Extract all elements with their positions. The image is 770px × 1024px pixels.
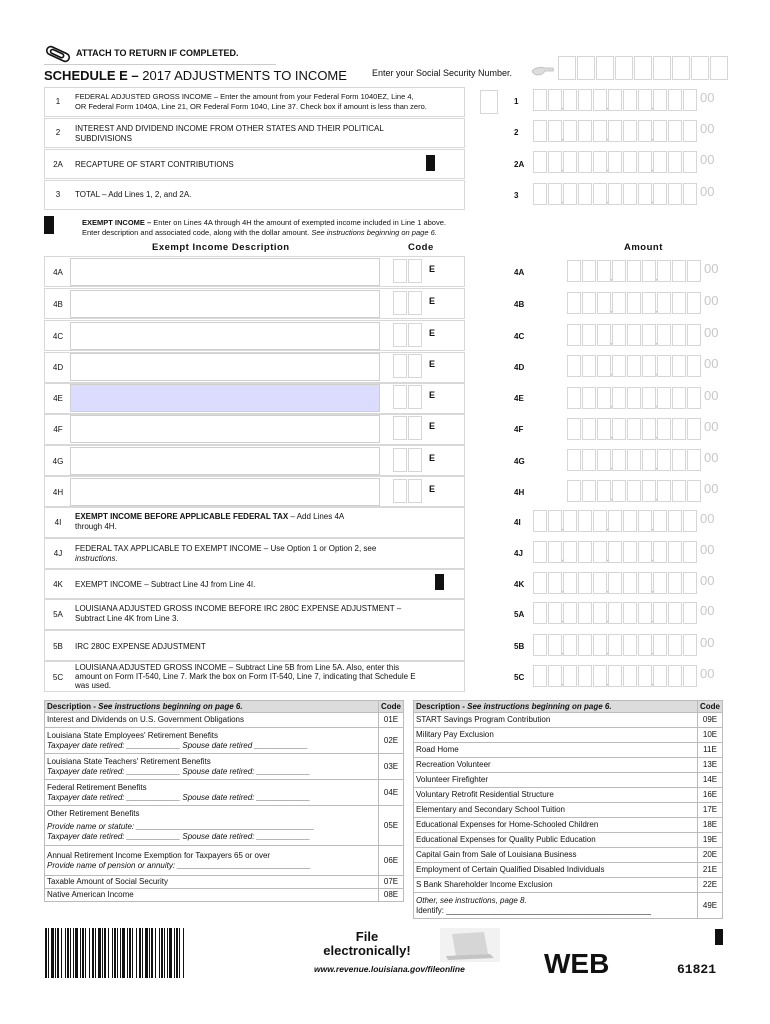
- description-input[interactable]: [70, 353, 380, 381]
- row-right-label: 4H: [514, 488, 525, 497]
- row-right-label: 4C: [514, 332, 525, 341]
- table-row: Interest and Dividends on U.S. Government Obligations 01E: [45, 713, 404, 728]
- line-4j-text-2: instructions.: [75, 554, 118, 563]
- row-label: 4A: [53, 268, 63, 277]
- paperclip-icon: [44, 45, 72, 63]
- table-row: Other Retirement Benefits Provide name or statute: ________________________________________ Taxpayer date retired: ____________ Spouse date retired: ____________ 05E: [45, 806, 404, 846]
- code-input[interactable]: E: [393, 448, 437, 472]
- table-row: Employment of Certain Qualified Disabled Individuals 21E: [414, 863, 723, 878]
- table-row: Taxable Amount of Social Security 07E: [45, 876, 404, 889]
- row-label: 4F: [53, 425, 63, 434]
- file-electronically-banner[interactable]: [308, 926, 510, 976]
- code-input[interactable]: E: [393, 385, 437, 409]
- table-row: Road Home 11E: [414, 743, 723, 758]
- row-label: 4E: [53, 394, 63, 403]
- hand-pointer-icon: [531, 65, 555, 77]
- web-label: WEB: [544, 948, 610, 979]
- line-4i-text-2: through 4H.: [75, 522, 117, 531]
- codes-head-code: Code: [379, 701, 404, 713]
- laptop-icon: [440, 928, 500, 962]
- marker-square: [715, 929, 723, 945]
- col-header-amount: Amount: [624, 242, 663, 253]
- codes-head-description: Description - See instructions beginning on page 6.: [414, 701, 698, 713]
- table-row: Elementary and Secondary School Tuition 17E: [414, 803, 723, 818]
- file-electronically-title: File electronically!: [323, 929, 411, 958]
- table-row: Volunteer Firefighter 14E: [414, 773, 723, 788]
- table-row: Voluntary Retrofit Residential Structure 16E: [414, 788, 723, 803]
- line-5c-right-label: 5C: [514, 673, 525, 682]
- row-right-label: 4A: [514, 268, 525, 277]
- line-2-text: INTEREST AND DIVIDEND INCOME FROM OTHER STATES AND THEIR POLITICAL: [75, 124, 384, 133]
- table-row: Capital Gain from Sale of Louisiana Business 20E: [414, 848, 723, 863]
- table-row: Military Pay Exclusion 10E: [414, 728, 723, 743]
- barcode: [45, 928, 185, 978]
- line-number: 4K: [53, 580, 63, 589]
- row-right-label: 4G: [514, 457, 525, 466]
- description-input[interactable]: [70, 478, 380, 506]
- line-4j-right-label: 4J: [514, 549, 523, 558]
- table-row: Louisiana State Teachers' Retirement Benefits Taxpayer date retired: ____________ Spouse date retired: ____________ 03E: [45, 754, 404, 780]
- line-2-right-label: 2: [514, 128, 519, 137]
- marker-square: [44, 216, 54, 234]
- line-2a-text: RECAPTURE OF START CONTRIBUTIONS: [75, 160, 234, 169]
- row-right-label: 4E: [514, 394, 524, 403]
- line-number: 3: [55, 190, 61, 199]
- line-5a-text-2: Subtract Line 4K from Line 3.: [75, 614, 179, 623]
- row-right-label: 4D: [514, 363, 525, 372]
- codes-table-right: [413, 700, 723, 919]
- row-label: 4G: [52, 457, 64, 466]
- line-5a-text: LOUISIANA ADJUSTED GROSS INCOME BEFORE IRC 280C EXPENSE ADJUSTMENT –: [75, 604, 402, 613]
- code-input[interactable]: E: [393, 291, 437, 315]
- line-2-text-2: SUBDIVISIONS: [75, 134, 132, 143]
- row-right-label: 4B: [514, 300, 525, 309]
- line-5c-text-3: was used.: [75, 681, 112, 690]
- table-row: Federal Retirement Benefits Taxpayer date retired: ____________ Spouse date retired: ____________ 04E: [45, 780, 404, 806]
- attach-instruction: ATTACH TO RETURN IF COMPLETED.: [76, 48, 239, 58]
- row-label: 4C: [52, 332, 64, 341]
- line-4i-text: EXEMPT INCOME BEFORE APPLICABLE FEDERAL TAX – Add Lines 4A: [75, 512, 345, 521]
- line-2a-right-label: 2A: [514, 160, 525, 169]
- line-number: 4I: [54, 518, 62, 527]
- table-row: Recreation Volunteer 13E: [414, 758, 723, 773]
- fileonline-url[interactable]: www.revenue.louisiana.gov/fileonline: [314, 964, 465, 974]
- line-3-text: TOTAL – Add Lines 1, 2, and 2A.: [75, 190, 192, 199]
- ssn-input[interactable]: [558, 56, 728, 80]
- line-4k-text: EXEMPT INCOME – Subtract Line 4J from Line 4I.: [75, 580, 256, 589]
- line-4i-right-label: 4I: [514, 518, 521, 527]
- marker-square: [435, 574, 444, 590]
- line-1-text-2: OR Federal Form 1040A, Line 21, OR Federal Form 1040, Line 37. Check box if amount is less than zero.: [75, 102, 427, 111]
- line-1-text: FEDERAL ADJUSTED GROSS INCOME – Enter the amount from your Federal Form 1040EZ, Line 4,: [75, 92, 414, 101]
- line-3-right-label: 3: [514, 191, 519, 200]
- page-title: SCHEDULE E – 2017 ADJUSTMENTS TO INCOME: [44, 68, 347, 83]
- line-number: 1: [55, 97, 61, 106]
- line-5c-text: LOUISIANA ADJUSTED GROSS INCOME – Subtract Line 5B from Line 5A. Also, enter this: [75, 663, 400, 672]
- less-than-zero-checkbox[interactable]: [480, 90, 498, 114]
- line-5b-text: IRC 280C EXPENSE ADJUSTMENT: [75, 642, 206, 651]
- exempt-intro-2: Enter description and associated code, along with the dollar amount. See instructions beginning on page 6.: [82, 228, 437, 237]
- line-number: 4J: [53, 549, 63, 558]
- table-row: Educational Expenses for Quality Public Education 19E: [414, 833, 723, 848]
- codes-head-code: Code: [698, 701, 723, 713]
- line-5c-text-2: amount on Form IT-540, Line 7. Mark the box on Form IT-540, Line 7, indicating that Schedule E: [75, 672, 416, 681]
- description-input[interactable]: [70, 447, 380, 475]
- line-1-right-label: 1: [514, 97, 519, 106]
- line-number: 2: [55, 128, 61, 137]
- line-5b-right-label: 5B: [514, 642, 525, 651]
- table-row: Educational Expenses for Home-Schooled Children 18E: [414, 818, 723, 833]
- line-number: 5A: [53, 610, 63, 619]
- table-row: Louisiana State Employees' Retirement Benefits Taxpayer date retired: ____________ Spouse date retired ____________ 02E: [45, 728, 404, 754]
- codes-head-description: Description - See instructions beginning on page 6.: [45, 701, 379, 713]
- code-input[interactable]: E: [393, 323, 437, 347]
- line-number: 5C: [52, 673, 64, 682]
- line-4j-text: FEDERAL TAX APPLICABLE TO EXEMPT INCOME – Use Option 1 or Option 2, see: [75, 544, 377, 553]
- form-number: 61821: [677, 962, 717, 977]
- line-number: 2A: [53, 160, 63, 169]
- line-number: 5B: [53, 642, 63, 651]
- code-input[interactable]: E: [393, 259, 437, 283]
- table-row: Annual Retirement Income Exemption for Taxpayers 65 or over Provide name of pension or annuity: ______________________________ 06E: [45, 846, 404, 876]
- ssn-label: Enter your Social Security Number.: [372, 68, 513, 78]
- table-row: START Savings Program Contribution 09E: [414, 713, 723, 728]
- line-5a-right-label: 5A: [514, 610, 525, 619]
- code-input[interactable]: E: [393, 416, 437, 440]
- description-input[interactable]: [70, 415, 380, 443]
- description-input[interactable]: [70, 258, 380, 286]
- row-right-label: 4F: [514, 425, 524, 434]
- description-input[interactable]: [70, 290, 380, 318]
- line-4k-right-label: 4K: [514, 580, 525, 589]
- col-header-description: Exempt Income Description: [152, 242, 290, 253]
- attach-underline: [44, 64, 276, 65]
- col-header-code: Code: [408, 242, 434, 253]
- row-label: 4D: [52, 363, 64, 372]
- table-row: S Bank Shareholder Income Exclusion 22E: [414, 878, 723, 893]
- marker-square: [426, 155, 435, 171]
- exempt-intro-1: EXEMPT INCOME – Enter on Lines 4A through 4H the amount of exempted income included in Line 1 above.: [82, 218, 446, 227]
- row-label: 4H: [52, 488, 64, 497]
- description-input[interactable]: [70, 322, 380, 350]
- code-input[interactable]: E: [393, 479, 437, 503]
- table-row: Native American Income 08E: [45, 889, 404, 902]
- codes-table-left: [44, 700, 404, 902]
- code-input[interactable]: E: [393, 354, 437, 378]
- row-label: 4B: [53, 300, 63, 309]
- table-row: Other, see instructions, page 8. Identify: ______________________________________________ 49E: [414, 893, 723, 919]
- description-input[interactable]: [70, 384, 380, 412]
